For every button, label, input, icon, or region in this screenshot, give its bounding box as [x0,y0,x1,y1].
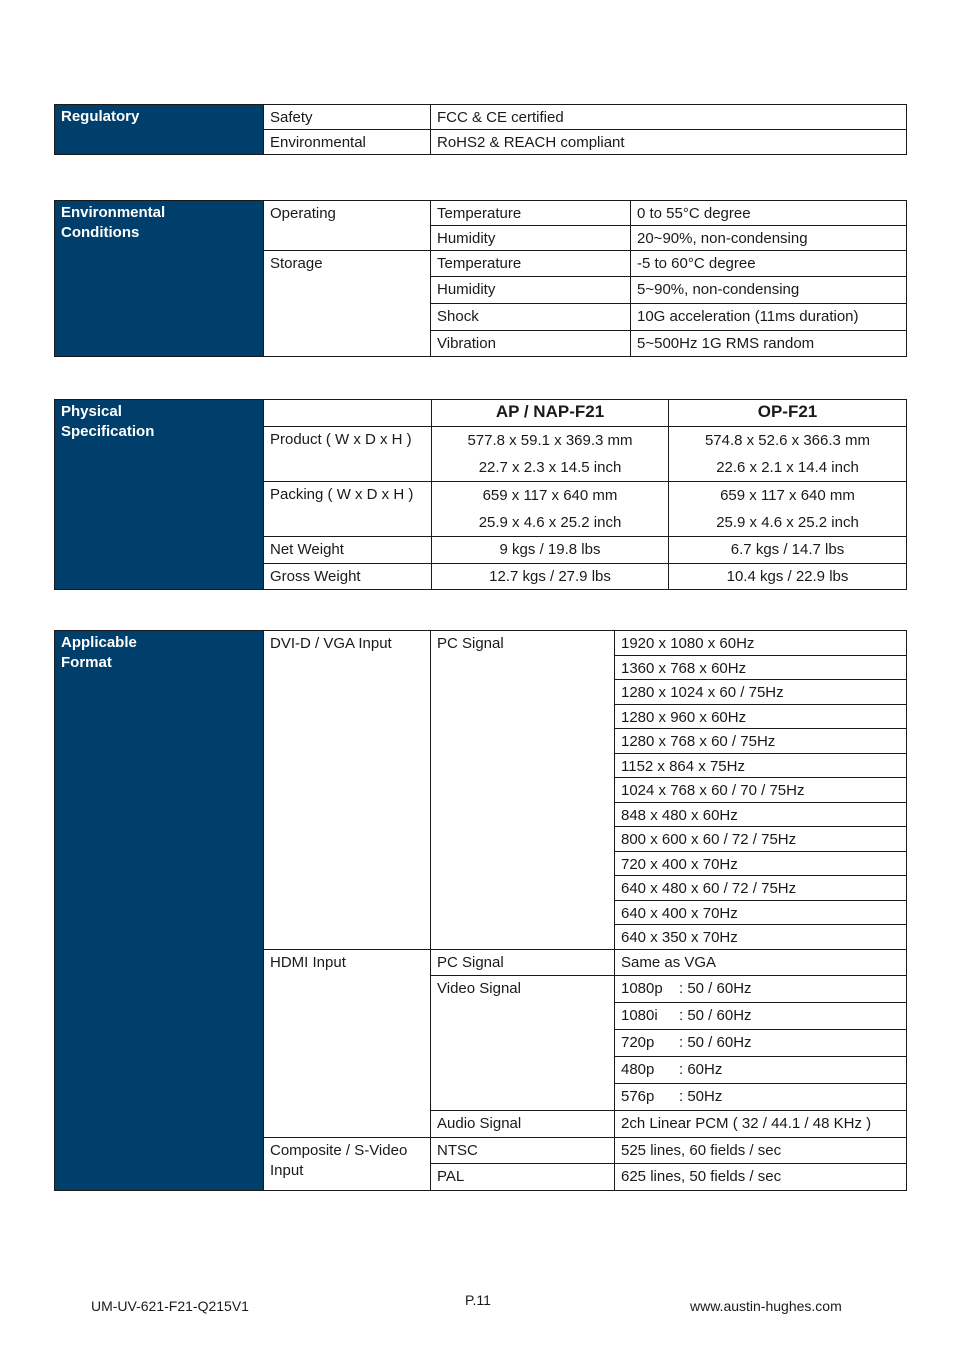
regulatory-table [54,104,907,155]
operating-label: Operating [264,201,431,251]
video-mode-resolution: 1080p [621,980,663,997]
column-header-ap-nap: AP / NAP-F21 [432,400,669,427]
video-mode-resolution: 480p [621,1061,655,1078]
gross-weight-op: 10.4 kgs / 22.9 lbs [669,564,907,590]
video-mode-rate: : 50 / 60Hz [679,980,752,997]
footer-doc-id: UM-UV-621-F21-Q215V1 [91,1298,249,1314]
pc-mode: 1920 x 1080 x 60Hz [615,631,907,656]
video-mode [615,1003,907,1030]
pc-mode: 640 x 400 x 70Hz [615,901,907,925]
hdmi-pc-signal-value: Same as VGA [615,950,907,976]
net-weight-label: Net Weight [264,537,432,564]
dvi-vga-input-label: DVI-D / VGA Input [264,631,431,950]
storage-shock-value: 10G acceleration (11ms duration) [631,304,907,331]
product-op-mm: 574.8 x 52.6 x 366.3 mm [704,432,871,449]
footer-website: www.austin-hughes.com [690,1298,842,1314]
operating-humidity-value: 20~90%, non-condensing [631,226,907,251]
environmental-header-line2: Conditions [61,224,140,241]
storage-temperature-label: Temperature [431,251,631,277]
video-mode [615,1030,907,1057]
pc-mode: 640 x 480 x 60 / 72 / 75Hz [615,876,907,901]
video-mode-rate: : 50Hz [679,1088,723,1105]
product-dimension-ap [432,427,669,482]
packing-ap-inch: 25.9 x 4.6 x 25.2 inch [478,514,622,531]
product-ap-mm: 577.8 x 59.1 x 369.3 mm [467,432,633,449]
environmental-header [55,201,264,357]
video-mode [615,976,907,1003]
pc-mode: 720 x 400 x 70Hz [615,852,907,876]
column-header-op: OP-F21 [669,400,907,427]
composite-svideo-label [264,1138,431,1191]
storage-vibration-label: Vibration [431,331,631,357]
regulatory-safety-value: FCC & CE certified [431,105,907,130]
pal-label: PAL [431,1164,615,1191]
ntsc-label: NTSC [431,1138,615,1164]
format-header-line1: Applicable [61,634,137,651]
physical-table [54,399,907,590]
operating-humidity-label: Humidity [431,226,631,251]
video-mode-resolution: 720p [621,1034,655,1051]
pal-value: 625 lines, 50 fields / sec [615,1164,907,1191]
composite-label-line1: Composite / S-Video [270,1142,408,1159]
storage-shock-label: Shock [431,304,631,331]
product-dimension-label: Product ( W x D x H ) [264,427,432,482]
pc-mode: 848 x 480 x 60Hz [615,803,907,827]
packing-ap-mm: 659 x 117 x 640 mm [482,487,618,504]
net-weight-ap: 9 kgs / 19.8 lbs [432,537,669,564]
hdmi-video-signal-label: Video Signal [431,976,615,1111]
product-op-inch: 22.6 x 2.1 x 14.4 inch [716,459,859,476]
regulatory-header: Regulatory [55,105,264,155]
format-table [54,630,907,1191]
physical-header-blank [264,400,432,427]
regulatory-safety-label: Safety [264,105,431,130]
ntsc-value: 525 lines, 60 fields / sec [615,1138,907,1164]
storage-humidity-value: 5~90%, non-condensing [631,277,907,304]
regulatory-environmental-label: Environmental [264,130,431,155]
pc-mode: 1024 x 768 x 60 / 70 / 75Hz [615,778,907,803]
hdmi-pc-signal-label: PC Signal [431,950,615,976]
video-mode [615,1084,907,1111]
video-mode-resolution: 1080i [621,1007,658,1024]
physical-header [55,400,264,590]
footer-page-number: P.11 [465,1292,491,1308]
video-mode-rate: : 50 / 60Hz [679,1034,752,1051]
gross-weight-ap: 12.7 kgs / 27.9 lbs [432,564,669,590]
hdmi-audio-signal-value: 2ch Linear PCM ( 32 / 44.1 / 48 KHz ) [615,1111,907,1138]
video-mode [615,1057,907,1084]
pc-mode: 1152 x 864 x 75Hz [615,754,907,778]
net-weight-op: 6.7 kgs / 14.7 lbs [669,537,907,564]
pc-mode: 1280 x 1024 x 60 / 75Hz [615,680,907,705]
video-mode-rate: : 50 / 60Hz [679,1007,752,1024]
storage-vibration-value: 5~500Hz 1G RMS random [631,331,907,357]
hdmi-input-label: HDMI Input [264,950,431,1138]
operating-temperature-value: 0 to 55°C degree [631,201,907,226]
physical-header-line2: Specification [61,423,155,440]
operating-temperature-label: Temperature [431,201,631,226]
pc-mode: 1280 x 768 x 60 / 75Hz [615,729,907,754]
storage-humidity-label: Humidity [431,277,631,304]
pc-mode: 800 x 600 x 60 / 72 / 75Hz [615,827,907,852]
packing-dimension-op [669,482,907,537]
packing-op-mm: 659 x 117 x 640 mm [720,487,855,504]
dvi-pc-signal-label: PC Signal [431,631,615,950]
storage-temperature-value: -5 to 60°C degree [631,251,907,277]
packing-dimension-label: Packing ( W x D x H ) [264,482,432,537]
pc-mode: 640 x 350 x 70Hz [615,925,907,950]
hdmi-audio-signal-label: Audio Signal [431,1111,615,1138]
physical-header-line1: Physical [61,403,122,420]
regulatory-environmental-value: RoHS2 & REACH compliant [431,130,907,155]
pc-mode: 1360 x 768 x 60Hz [615,656,907,680]
format-header-line2: Format [61,654,112,671]
product-ap-inch: 22.7 x 2.3 x 14.5 inch [478,459,622,476]
environmental-header-line1: Environmental [61,204,166,221]
packing-op-inch: 25.9 x 4.6 x 25.2 inch [716,514,859,531]
video-mode-resolution: 576p [621,1088,655,1105]
composite-label-line2: Input [270,1162,304,1179]
gross-weight-label: Gross Weight [264,564,432,590]
pc-mode: 1280 x 960 x 60Hz [615,705,907,729]
product-dimension-op [669,427,907,482]
packing-dimension-ap [432,482,669,537]
format-header [55,631,264,1191]
storage-label: Storage [264,251,431,357]
video-mode-rate: : 60Hz [679,1061,723,1078]
environmental-table [54,200,907,357]
